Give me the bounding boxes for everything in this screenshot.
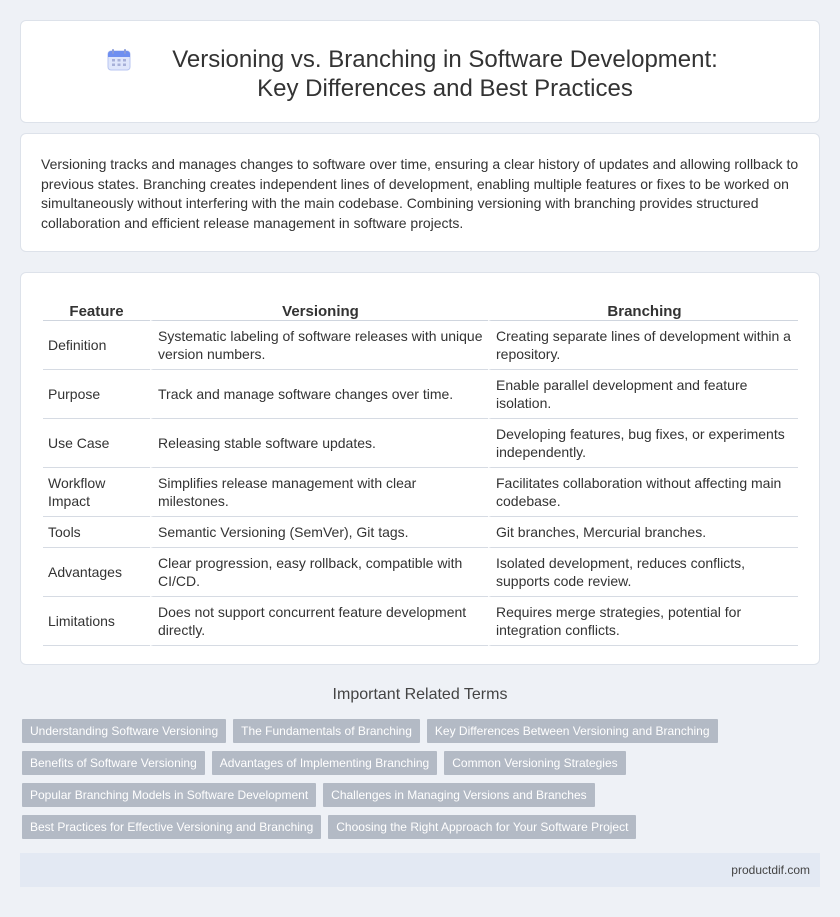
footer bbox=[20, 853, 820, 887]
feature-cell: Tools bbox=[43, 517, 150, 548]
header-feature: Feature bbox=[43, 295, 150, 321]
comparison-card bbox=[20, 272, 820, 665]
branching-cell: Isolated development, reduces conflicts, supports code review. bbox=[488, 548, 798, 597]
branching-cell: Facilitates collaboration without affecting main codebase. bbox=[488, 468, 798, 517]
related-term-tag[interactable]: Choosing the Right Approach for Your Software Project bbox=[328, 815, 636, 839]
versioning-cell: Does not support concurrent feature development directly. bbox=[150, 597, 488, 646]
versioning-cell: Releasing stable software updates. bbox=[150, 419, 488, 468]
comparison-table bbox=[43, 295, 798, 646]
branching-cell: Creating separate lines of development within a repository. bbox=[488, 321, 798, 370]
branching-cell: Developing features, bug fixes, or experiments independently. bbox=[488, 419, 798, 468]
intro-card bbox=[20, 133, 820, 252]
versioning-cell: Clear progression, easy rollback, compatible with CI/CD. bbox=[150, 548, 488, 597]
feature-cell: Advantages bbox=[43, 548, 150, 597]
feature-cell: Purpose bbox=[43, 370, 150, 419]
header-card bbox=[20, 20, 820, 123]
related-term-tag[interactable]: Advantages of Implementing Branching bbox=[212, 751, 437, 775]
page-title: Versioning vs. Branching in Software Development: Key Differences and Best Practices bbox=[172, 46, 718, 102]
related-terms-title: Important Related Terms bbox=[332, 686, 508, 703]
versioning-cell: Semantic Versioning (SemVer), Git tags. bbox=[150, 517, 488, 548]
related-terms-tags bbox=[22, 719, 722, 847]
related-term-tag[interactable]: Popular Branching Models in Software Development bbox=[22, 783, 316, 807]
feature-cell: Definition bbox=[43, 321, 150, 370]
versioning-cell: Track and manage software changes over time. bbox=[150, 370, 488, 419]
tag-row bbox=[22, 751, 722, 775]
related-term-tag[interactable]: The Fundamentals of Branching bbox=[233, 719, 420, 743]
footer-site-name[interactable]: productdif.com bbox=[731, 863, 810, 877]
related-term-tag[interactable]: Challenges in Managing Versions and Branches bbox=[323, 783, 595, 807]
versioning-cell: Systematic labeling of software releases with unique version numbers. bbox=[150, 321, 488, 370]
intro-paragraph: Versioning tracks and manages changes to software over time, ensuring a clear history of updates and allowing rollback to previous states. Branching creates independent lines of development, enabling multiple features or fixes to be worked on simultaneously without interfering with the main codebase. Combining versioning with branching provides structured collaboration and efficient release management in software projects. bbox=[41, 156, 799, 231]
header-branching: Branching bbox=[488, 295, 798, 321]
table-row bbox=[43, 468, 798, 517]
related-term-tag[interactable]: Understanding Software Versioning bbox=[22, 719, 226, 743]
feature-cell: Use Case bbox=[43, 419, 150, 468]
related-term-tag[interactable]: Common Versioning Strategies bbox=[444, 751, 625, 775]
table-row bbox=[43, 419, 798, 468]
table-row bbox=[43, 548, 798, 597]
tag-row bbox=[22, 815, 722, 839]
related-term-tag[interactable]: Best Practices for Effective Versioning and Branching bbox=[22, 815, 321, 839]
table-row bbox=[43, 517, 798, 548]
tag-row bbox=[22, 719, 722, 743]
table-row bbox=[43, 370, 798, 419]
related-term-tag[interactable]: Benefits of Software Versioning bbox=[22, 751, 205, 775]
table-row bbox=[43, 321, 798, 370]
related-term-tag[interactable]: Key Differences Between Versioning and Branching bbox=[427, 719, 718, 743]
feature-cell: Workflow Impact bbox=[43, 468, 150, 517]
branching-cell: Enable parallel development and feature isolation. bbox=[488, 370, 798, 419]
header-versioning: Versioning bbox=[150, 295, 488, 321]
branching-cell: Requires merge strategies, potential for integration conflicts. bbox=[488, 597, 798, 646]
branching-cell: Git branches, Mercurial branches. bbox=[488, 517, 798, 548]
tag-row bbox=[22, 783, 722, 807]
table-header-row bbox=[43, 295, 798, 321]
table-row bbox=[43, 597, 798, 646]
versioning-cell: Simplifies release management with clear milestones. bbox=[150, 468, 488, 517]
feature-cell: Limitations bbox=[43, 597, 150, 646]
